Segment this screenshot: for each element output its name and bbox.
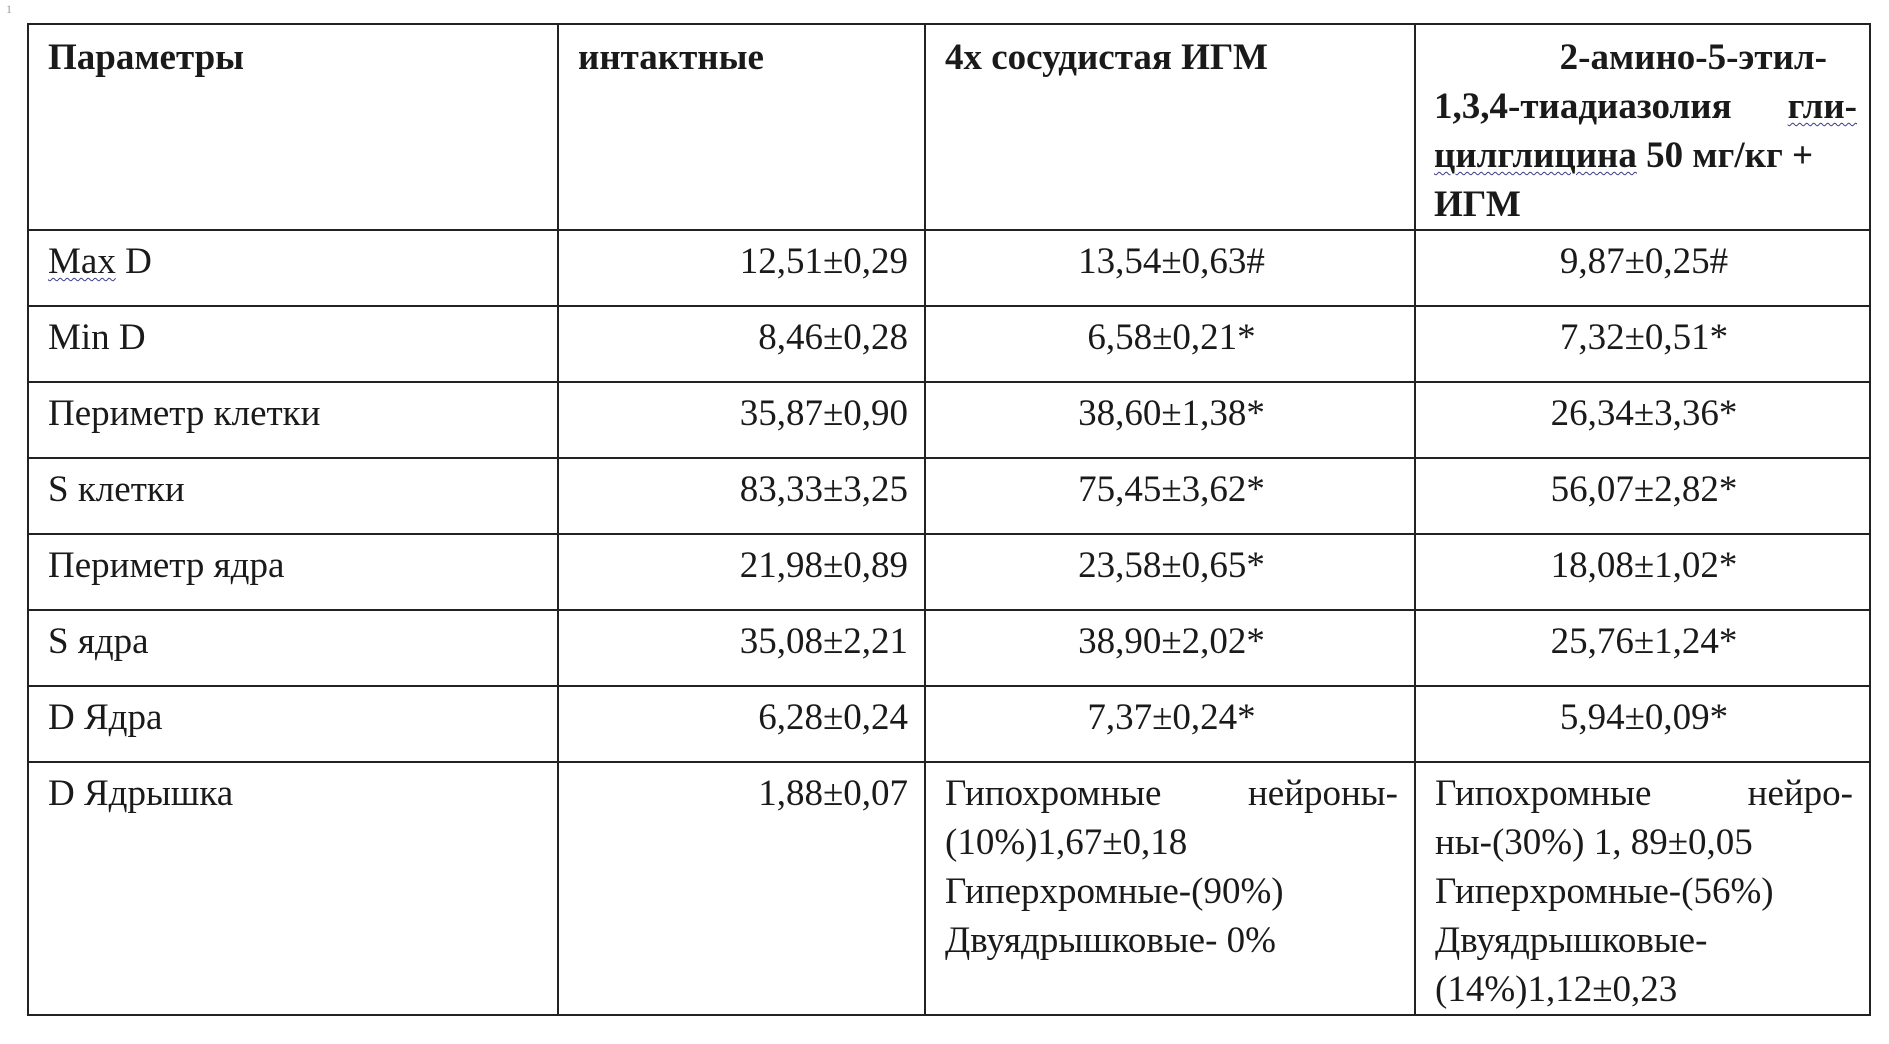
treated-cell: 7,32±0,51* — [1415, 306, 1870, 382]
treated-line1 — [1435, 769, 1853, 818]
intact-cell: 83,33±3,25 — [558, 458, 925, 534]
treated-cell: 18,08±1,02* — [1415, 534, 1870, 610]
treated-cell: 56,07±2,82* — [1415, 458, 1870, 534]
treated-line1a: Гипохромные — [1435, 773, 1652, 814]
igm-line4: Двуядрышковые- 0% — [945, 920, 1276, 961]
igm-cell: 23,58±0,65* — [925, 534, 1415, 610]
treated-cell: 5,94±0,09* — [1415, 686, 1870, 762]
intact-cell: 21,98±0,89 — [558, 534, 925, 610]
intact-cell: 1,88±0,07 — [558, 762, 925, 1015]
igm-cell-multiline — [925, 762, 1415, 1015]
treated-line5: (14%)1,12±0,23 — [1435, 969, 1678, 1010]
data-table — [27, 23, 1871, 1016]
treated-line4: Двуядрышковые- — [1435, 920, 1708, 961]
table-row — [28, 610, 1870, 686]
table-row — [28, 306, 1870, 382]
table-row — [28, 382, 1870, 458]
treated-line1b: нейро- — [1747, 773, 1853, 814]
page-marker: 1 — [6, 2, 12, 16]
intact-cell: 35,87±0,90 — [558, 382, 925, 458]
param-max-word: Max — [48, 241, 116, 282]
intact-cell: 35,08±2,21 — [558, 610, 925, 686]
treated-cell-multiline — [1415, 762, 1870, 1015]
igm-line1b: нейроны- — [1247, 773, 1398, 814]
table-row — [28, 230, 1870, 306]
treated-cell: 26,34±3,36* — [1415, 382, 1870, 458]
intact-cell: 8,46±0,28 — [558, 306, 925, 382]
param-cell: Периметр клетки — [28, 382, 558, 458]
igm-cell: 38,60±1,38* — [925, 382, 1415, 458]
igm-line2: (10%)1,67±0,18 — [945, 822, 1188, 863]
igm-line3: Гиперхромные-(90%) — [945, 871, 1284, 912]
igm-cell: 6,58±0,21* — [925, 306, 1415, 382]
param-cell — [28, 230, 558, 306]
treated-cell: 25,76±1,24* — [1415, 610, 1870, 686]
header-treated-line2a: 1,3,4-тиадиазолия — [1434, 86, 1732, 127]
header-treated-line1: 2-амино-5-этил- — [1559, 37, 1827, 78]
header-treated-line2 — [1434, 82, 1857, 131]
table-row — [28, 458, 1870, 534]
igm-line1a: Гипохромные — [945, 773, 1162, 814]
param-cell: D Ядрышка — [28, 762, 558, 1015]
header-intact: интактные — [558, 24, 925, 230]
param-cell: S клетки — [28, 458, 558, 534]
param-cell: S ядра — [28, 610, 558, 686]
igm-cell: 7,37±0,24* — [925, 686, 1415, 762]
igm-cell: 13,54±0,63# — [925, 230, 1415, 306]
param-cell: Периметр ядра — [28, 534, 558, 610]
igm-cell: 75,45±3,62* — [925, 458, 1415, 534]
header-treated-line3a: цилглицина — [1434, 135, 1637, 176]
treated-line3: Гиперхромные-(56%) — [1435, 871, 1774, 912]
table-row — [28, 686, 1870, 762]
param-cell: Min D — [28, 306, 558, 382]
header-igm: 4х сосудистая ИГМ — [925, 24, 1415, 230]
table-row — [28, 534, 1870, 610]
param-cell: D Ядра — [28, 686, 558, 762]
header-treated-line4: ИГМ — [1434, 184, 1521, 225]
header-treated-line3b: 50 мг/кг + — [1636, 135, 1814, 176]
table-row-nucleolus — [28, 762, 1870, 1015]
igm-cell: 38,90±2,02* — [925, 610, 1415, 686]
header-treated-line3 — [1434, 131, 1857, 180]
treated-line2: ны-(30%) 1, 89±0,05 — [1435, 822, 1753, 863]
intact-cell: 12,51±0,29 — [558, 230, 925, 306]
intact-cell: 6,28±0,24 — [558, 686, 925, 762]
igm-line1 — [945, 769, 1398, 818]
param-max-d: Max D — [48, 241, 152, 282]
table-header-row — [28, 24, 1870, 230]
header-treated — [1415, 24, 1870, 230]
header-treated-line2b: гли- — [1787, 86, 1857, 127]
treated-cell: 9,87±0,25# — [1415, 230, 1870, 306]
header-parameters: Параметры — [28, 24, 558, 230]
